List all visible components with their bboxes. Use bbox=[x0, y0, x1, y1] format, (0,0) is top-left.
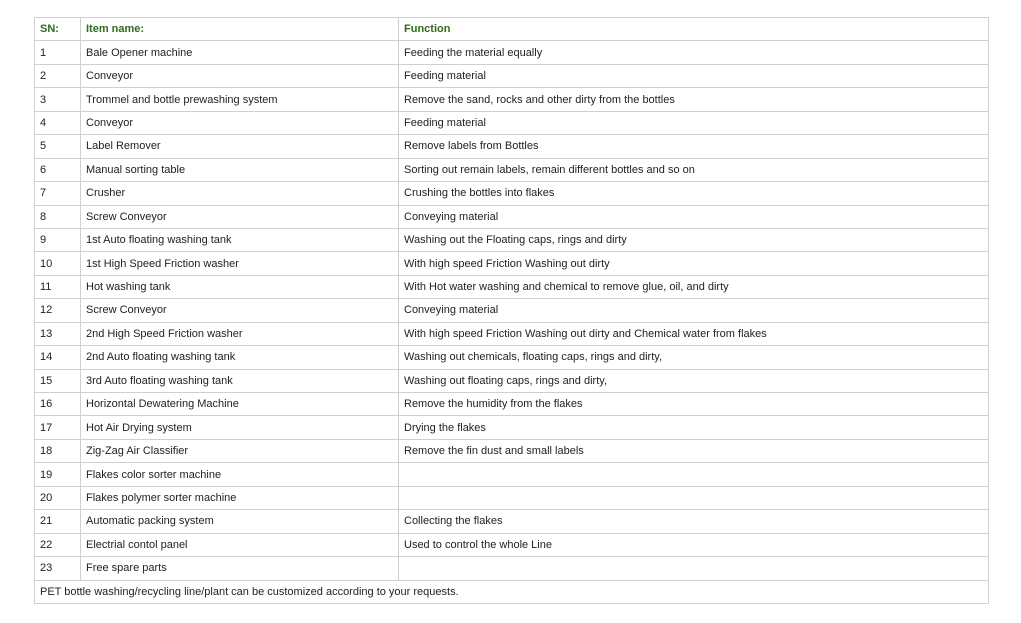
table-row bbox=[35, 439, 989, 462]
header-sn: SN: bbox=[35, 18, 81, 41]
row-item-name: Screw Conveyor bbox=[81, 205, 399, 228]
table-row bbox=[35, 346, 989, 369]
row-sn: 13 bbox=[35, 322, 81, 345]
row-function: Used to control the whole Line bbox=[399, 533, 989, 556]
row-sn: 21 bbox=[35, 510, 81, 533]
table-row bbox=[35, 533, 989, 556]
row-function: Conveying material bbox=[399, 205, 989, 228]
row-item-name: Hot washing tank bbox=[81, 275, 399, 298]
row-sn: 8 bbox=[35, 205, 81, 228]
header-function: Function bbox=[399, 18, 989, 41]
row-sn: 11 bbox=[35, 275, 81, 298]
row-function: Sorting out remain labels, remain different bottles and so on bbox=[399, 158, 989, 181]
table-row bbox=[35, 557, 989, 580]
row-sn: 18 bbox=[35, 439, 81, 462]
row-function: With high speed Friction Washing out dirty and Chemical water from flakes bbox=[399, 322, 989, 345]
row-function bbox=[399, 557, 989, 580]
row-sn: 23 bbox=[35, 557, 81, 580]
equipment-table bbox=[34, 17, 989, 604]
row-function: Washing out chemicals, floating caps, rings and dirty, bbox=[399, 346, 989, 369]
row-sn: 22 bbox=[35, 533, 81, 556]
row-item-name: Hot Air Drying system bbox=[81, 416, 399, 439]
row-item-name: Conveyor bbox=[81, 111, 399, 134]
row-item-name: Label Remover bbox=[81, 135, 399, 158]
row-sn: 9 bbox=[35, 228, 81, 251]
row-sn: 7 bbox=[35, 182, 81, 205]
table-row bbox=[35, 510, 989, 533]
table-header-row bbox=[35, 18, 989, 41]
table-footer-row bbox=[35, 580, 989, 603]
table-row bbox=[35, 88, 989, 111]
row-item-name: 3rd Auto floating washing tank bbox=[81, 369, 399, 392]
row-item-name: Automatic packing system bbox=[81, 510, 399, 533]
row-function: Conveying material bbox=[399, 299, 989, 322]
row-item-name: Conveyor bbox=[81, 64, 399, 87]
row-function: Washing out floating caps, rings and dirty, bbox=[399, 369, 989, 392]
table-row bbox=[35, 275, 989, 298]
row-function: Crushing the bottles into flakes bbox=[399, 182, 989, 205]
row-function: Remove the sand, rocks and other dirty from the bottles bbox=[399, 88, 989, 111]
row-sn: 6 bbox=[35, 158, 81, 181]
row-item-name: Flakes polymer sorter machine bbox=[81, 486, 399, 509]
row-function: Remove the humidity from the flakes bbox=[399, 393, 989, 416]
row-item-name: Flakes color sorter machine bbox=[81, 463, 399, 486]
table-row bbox=[35, 228, 989, 251]
row-item-name: Manual sorting table bbox=[81, 158, 399, 181]
table-row bbox=[35, 205, 989, 228]
row-sn: 10 bbox=[35, 252, 81, 275]
table-row bbox=[35, 299, 989, 322]
row-item-name: Electrial contol panel bbox=[81, 533, 399, 556]
row-function: Drying the flakes bbox=[399, 416, 989, 439]
row-sn: 12 bbox=[35, 299, 81, 322]
row-item-name: Zig-Zag Air Classifier bbox=[81, 439, 399, 462]
row-sn: 20 bbox=[35, 486, 81, 509]
table-row bbox=[35, 158, 989, 181]
row-item-name: Free spare parts bbox=[81, 557, 399, 580]
table-row bbox=[35, 252, 989, 275]
table-row bbox=[35, 322, 989, 345]
row-sn: 15 bbox=[35, 369, 81, 392]
row-sn: 1 bbox=[35, 41, 81, 64]
row-function: With Hot water washing and chemical to remove glue, oil, and dirty bbox=[399, 275, 989, 298]
table-row bbox=[35, 463, 989, 486]
row-function: Remove the fin dust and small labels bbox=[399, 439, 989, 462]
table-row bbox=[35, 41, 989, 64]
row-sn: 14 bbox=[35, 346, 81, 369]
row-item-name: Crusher bbox=[81, 182, 399, 205]
row-function: Remove labels from Bottles bbox=[399, 135, 989, 158]
row-item-name: Trommel and bottle prewashing system bbox=[81, 88, 399, 111]
row-item-name: 1st Auto floating washing tank bbox=[81, 228, 399, 251]
row-function: Feeding the material equally bbox=[399, 41, 989, 64]
row-function: With high speed Friction Washing out dirty bbox=[399, 252, 989, 275]
table-row bbox=[35, 486, 989, 509]
header-item-name: Item name: bbox=[81, 18, 399, 41]
row-item-name: 1st High Speed Friction washer bbox=[81, 252, 399, 275]
table-row bbox=[35, 64, 989, 87]
table-row bbox=[35, 111, 989, 134]
row-item-name: Screw Conveyor bbox=[81, 299, 399, 322]
table-row bbox=[35, 393, 989, 416]
row-sn: 2 bbox=[35, 64, 81, 87]
row-function: Feeding material bbox=[399, 64, 989, 87]
row-sn: 16 bbox=[35, 393, 81, 416]
row-function bbox=[399, 486, 989, 509]
row-function: Washing out the Floating caps, rings and dirty bbox=[399, 228, 989, 251]
row-function: Feeding material bbox=[399, 111, 989, 134]
row-sn: 17 bbox=[35, 416, 81, 439]
table-row bbox=[35, 369, 989, 392]
row-sn: 3 bbox=[35, 88, 81, 111]
table-row bbox=[35, 416, 989, 439]
table-body bbox=[35, 41, 989, 580]
row-item-name: Bale Opener machine bbox=[81, 41, 399, 64]
row-item-name: Horizontal Dewatering Machine bbox=[81, 393, 399, 416]
row-sn: 5 bbox=[35, 135, 81, 158]
table-row bbox=[35, 182, 989, 205]
row-item-name: 2nd High Speed Friction washer bbox=[81, 322, 399, 345]
row-function bbox=[399, 463, 989, 486]
table-row bbox=[35, 135, 989, 158]
footer-note: PET bottle washing/recycling line/plant can be customized according to your requests. bbox=[35, 580, 989, 603]
row-sn: 19 bbox=[35, 463, 81, 486]
row-item-name: 2nd Auto floating washing tank bbox=[81, 346, 399, 369]
row-function: Collecting the flakes bbox=[399, 510, 989, 533]
row-sn: 4 bbox=[35, 111, 81, 134]
